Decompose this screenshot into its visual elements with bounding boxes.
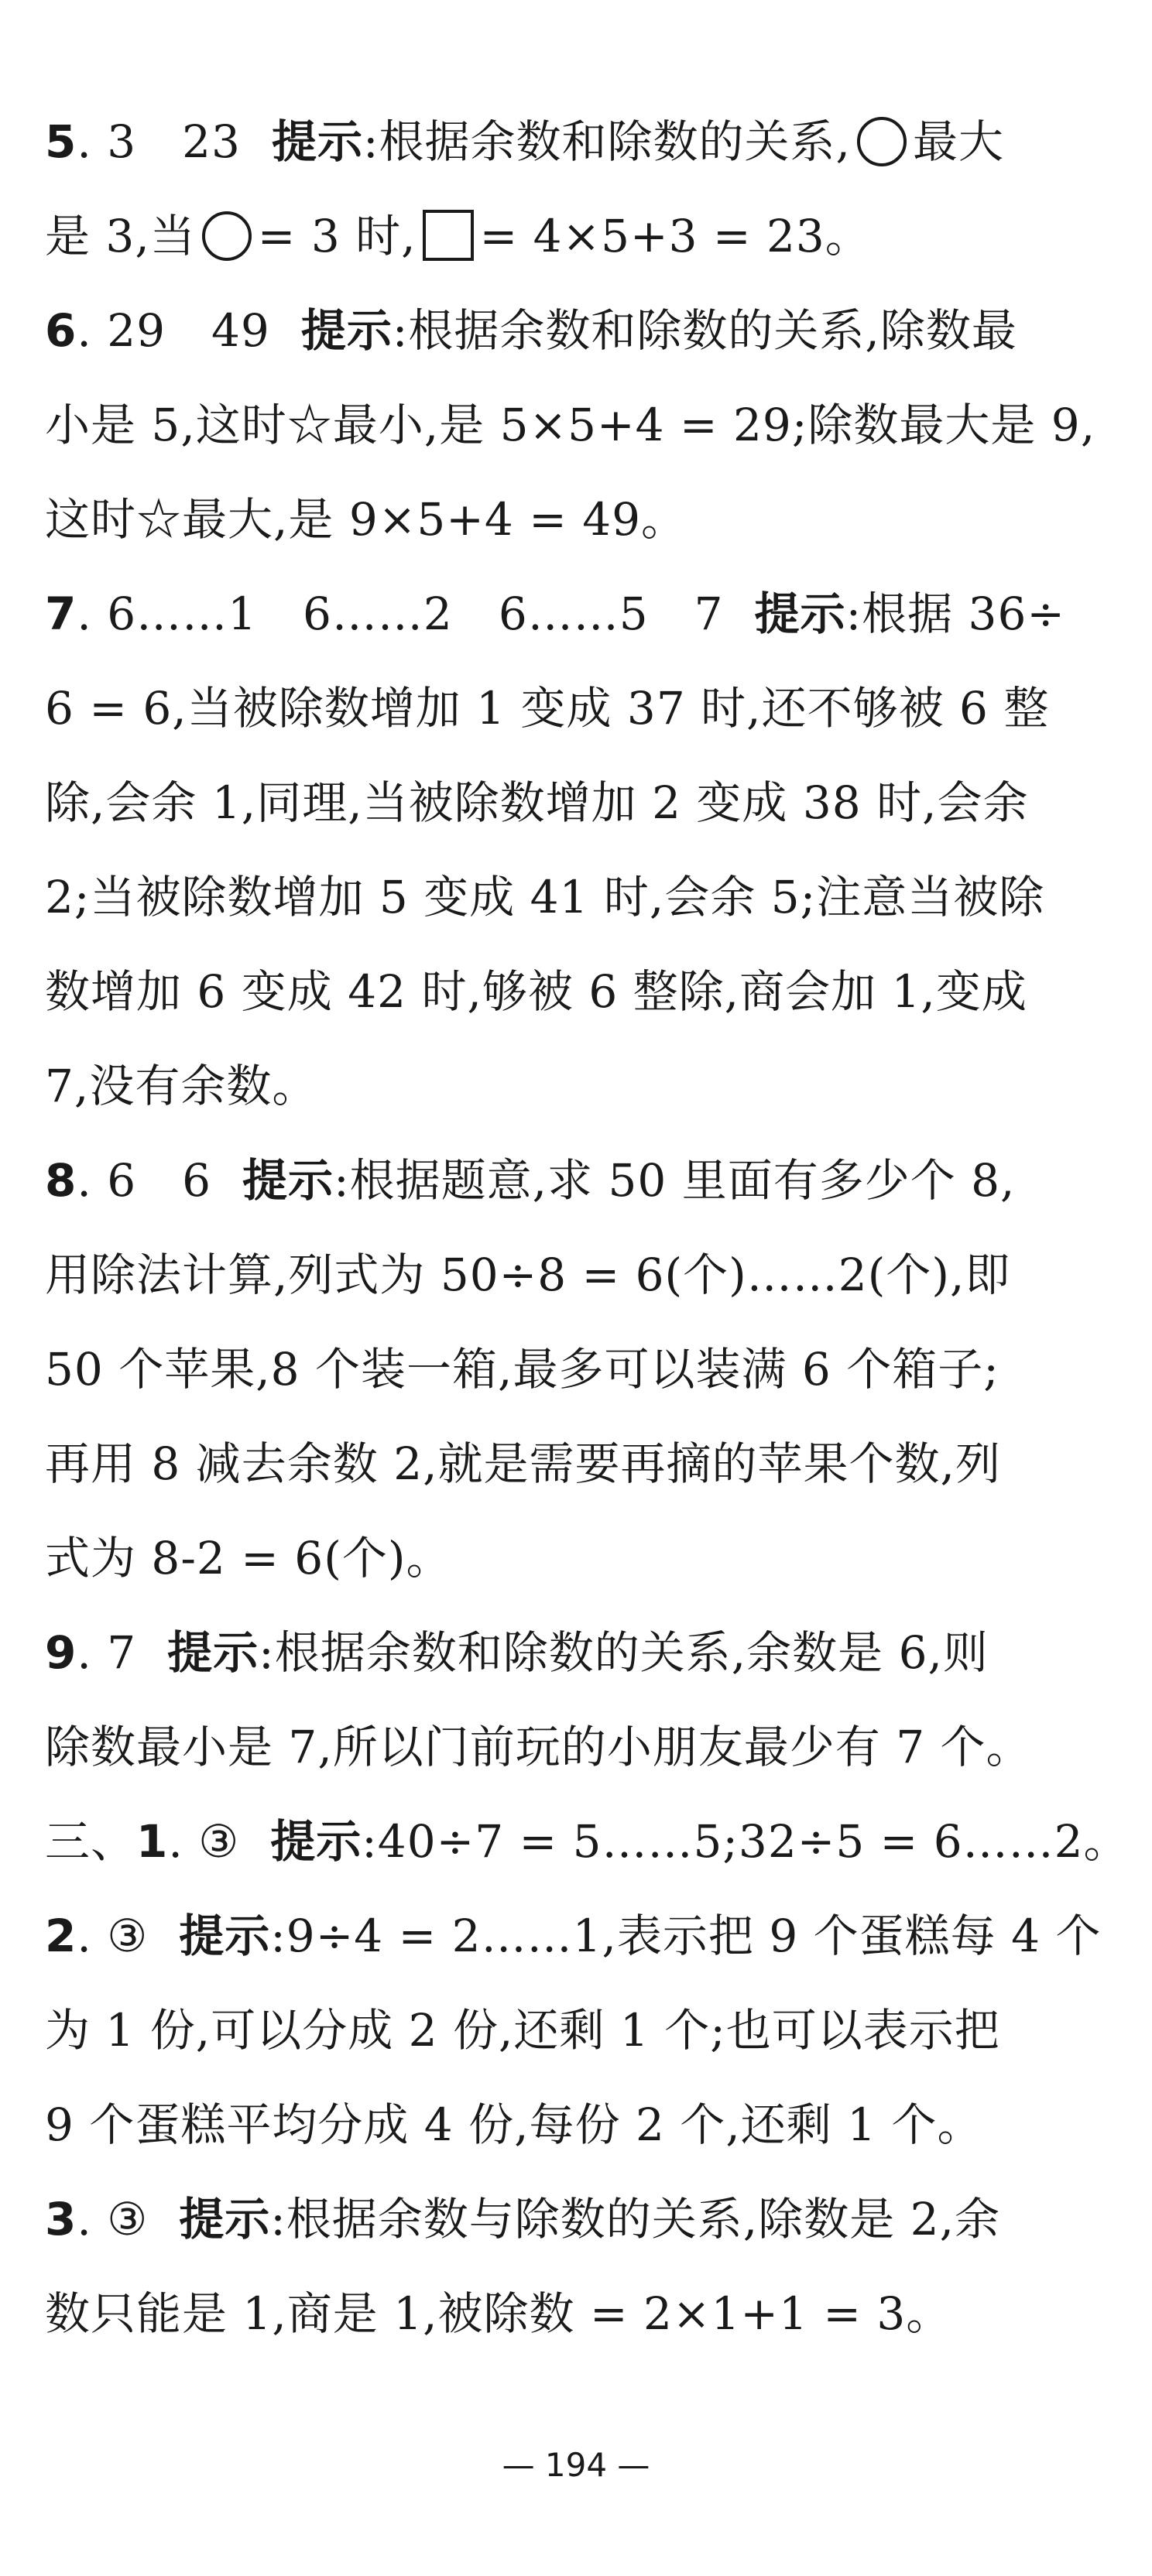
s3q1-line-1: [45, 1814, 1130, 1909]
q7-text-5: 数增加 6 变成 42 时,够被 6 整除,商会加 1,变成: [45, 965, 1027, 1018]
q7-line-5: [45, 964, 1107, 1059]
q6-number: 6: [45, 304, 77, 357]
q8-text-2: 用除法计算,列式为 50÷8 = 6(个)……2(个),即: [45, 1249, 1011, 1301]
s3q2-line-1: [45, 1909, 1107, 2003]
s3q3-number: 3: [45, 2193, 77, 2245]
q8-text-1: :根据题意,求 50 里面有多少个 8,: [334, 1154, 1016, 1207]
q8-line-5: [45, 1531, 1107, 1625]
circle-symbol-icon: [857, 117, 907, 166]
s3q1-number: 1: [136, 1815, 169, 1868]
q7-text-2: 6 = 6,当被除数增加 1 变成 37 时,还不够被 6 整: [45, 682, 1050, 735]
q7-hint-label: 提示: [754, 587, 846, 640]
s3q1-answers: . ③: [168, 1815, 240, 1868]
q8-number: 8: [45, 1154, 77, 1207]
s3q3-text-2: 数只能是 1,商是 1,被除数 = 2×1+1 = 3。: [45, 2287, 952, 2340]
q5-text-2a: 是 3,当: [45, 210, 196, 262]
q6-text-2: 小是 5,这时☆最小,是 5×5+4 = 29;除数最大是 9,: [45, 399, 1096, 451]
s3q3-text-1: :根据余数与除数的关系,除数是 2,余: [270, 2193, 1001, 2245]
q7-text-6: 7,没有余数。: [45, 1060, 318, 1112]
q8-line-1: [45, 1153, 1107, 1248]
q5-text-2c: = 4×5+3 = 23。: [479, 210, 871, 262]
q9-hint-label: 提示: [167, 1626, 259, 1679]
q5-answers: . 3 23: [77, 115, 241, 168]
q8-text-5: 式为 8-2 = 6(个)。: [45, 1532, 452, 1584]
q6-line-3: [45, 492, 1107, 587]
q7-line-6: [45, 1059, 1107, 1153]
q6-text-1: :根据余数和除数的关系,除数最: [392, 304, 1017, 357]
s3q3-answers: . ③: [77, 2193, 149, 2245]
q5-number: 5: [45, 115, 77, 168]
s3q2-answers: . ③: [77, 1910, 149, 1962]
q8-hint-label: 提示: [242, 1154, 334, 1207]
q6-line-2: [45, 398, 1107, 492]
q9-text-1: :根据余数和除数的关系,余数是 6,则: [259, 1626, 989, 1679]
q7-line-1: [45, 587, 1107, 681]
q8-answers: . 6 6: [77, 1154, 212, 1207]
s3q2-text-2: 为 1 份,可以分成 2 份,还剩 1 个;也可以表示把: [45, 2004, 1000, 2057]
q5-line-2: [45, 209, 1107, 303]
q6-line-1: [45, 303, 1107, 398]
q5-line-1: [45, 115, 1107, 209]
s3q1-text-1: :40÷7 = 5……5;32÷5 = 6……2。: [362, 1815, 1130, 1868]
s3q2-text-1: :9÷4 = 2……1,表示把 9 个蛋糕每 4 个: [270, 1910, 1102, 1962]
q5-text-1a: :根据余数和除数的关系,: [362, 115, 851, 168]
answer-page: [45, 115, 1130, 2381]
q7-text-1: :根据 36÷: [845, 587, 1065, 640]
q7-line-3: [45, 776, 1107, 870]
s3q3-line-1: [45, 2192, 1107, 2287]
q6-text-3: 这时☆最大,是 9×5+4 = 49。: [45, 493, 687, 546]
s3q3-line-2: [45, 2287, 1107, 2381]
s3q1-hint-label: 提示: [270, 1815, 362, 1868]
q7-number: 7: [45, 587, 77, 640]
q9-line-2: [45, 1720, 1107, 1814]
q7-text-3: 除,会余 1,同理,当被除数增加 2 变成 38 时,会余: [45, 776, 1029, 829]
page-number: — 194 —: [502, 2446, 650, 2484]
q5-text-2b: = 3 时,: [257, 210, 417, 262]
q9-text-2: 除数最小是 7,所以门前玩的小朋友最少有 7 个。: [45, 1721, 1032, 1773]
s3q2-hint-label: 提示: [179, 1910, 271, 1962]
q9-answers: . 7: [77, 1626, 137, 1679]
q6-hint-label: 提示: [300, 304, 393, 357]
section-three-label: 三、: [45, 1815, 137, 1868]
s3q2-line-2: [45, 2003, 1107, 2098]
square-symbol-icon: [423, 210, 474, 261]
s3q2-line-3: [45, 2098, 1107, 2192]
q6-answers: . 29 49: [77, 304, 270, 357]
q5-text-1b: 最大: [912, 115, 1004, 168]
q9-line-1: [45, 1625, 1107, 1720]
q7-line-4: [45, 870, 1107, 964]
q8-text-3: 50 个苹果,8 个装一箱,最多可以装满 6 个箱子;: [45, 1343, 999, 1396]
q7-answers: . 6……1 6……2 6……5 7: [77, 587, 724, 640]
q8-line-3: [45, 1342, 1107, 1437]
q8-text-4: 再用 8 减去余数 2,就是需要再摘的苹果个数,列: [45, 1437, 1001, 1490]
q9-number: 9: [45, 1626, 77, 1679]
circle-symbol-icon: [202, 211, 252, 261]
s3q2-number: 2: [45, 1910, 77, 1962]
q5-hint-label: 提示: [271, 115, 363, 168]
q7-text-4: 2;当被除数增加 5 变成 41 时,会余 5;注意当被除: [45, 871, 1045, 923]
s3q3-hint-label: 提示: [179, 2193, 271, 2245]
s3q2-text-3: 9 个蛋糕平均分成 4 份,每份 2 个,还剩 1 个。: [45, 2098, 983, 2151]
q8-line-4: [45, 1437, 1107, 1531]
q8-line-2: [45, 1248, 1107, 1342]
q7-line-2: [45, 681, 1107, 776]
